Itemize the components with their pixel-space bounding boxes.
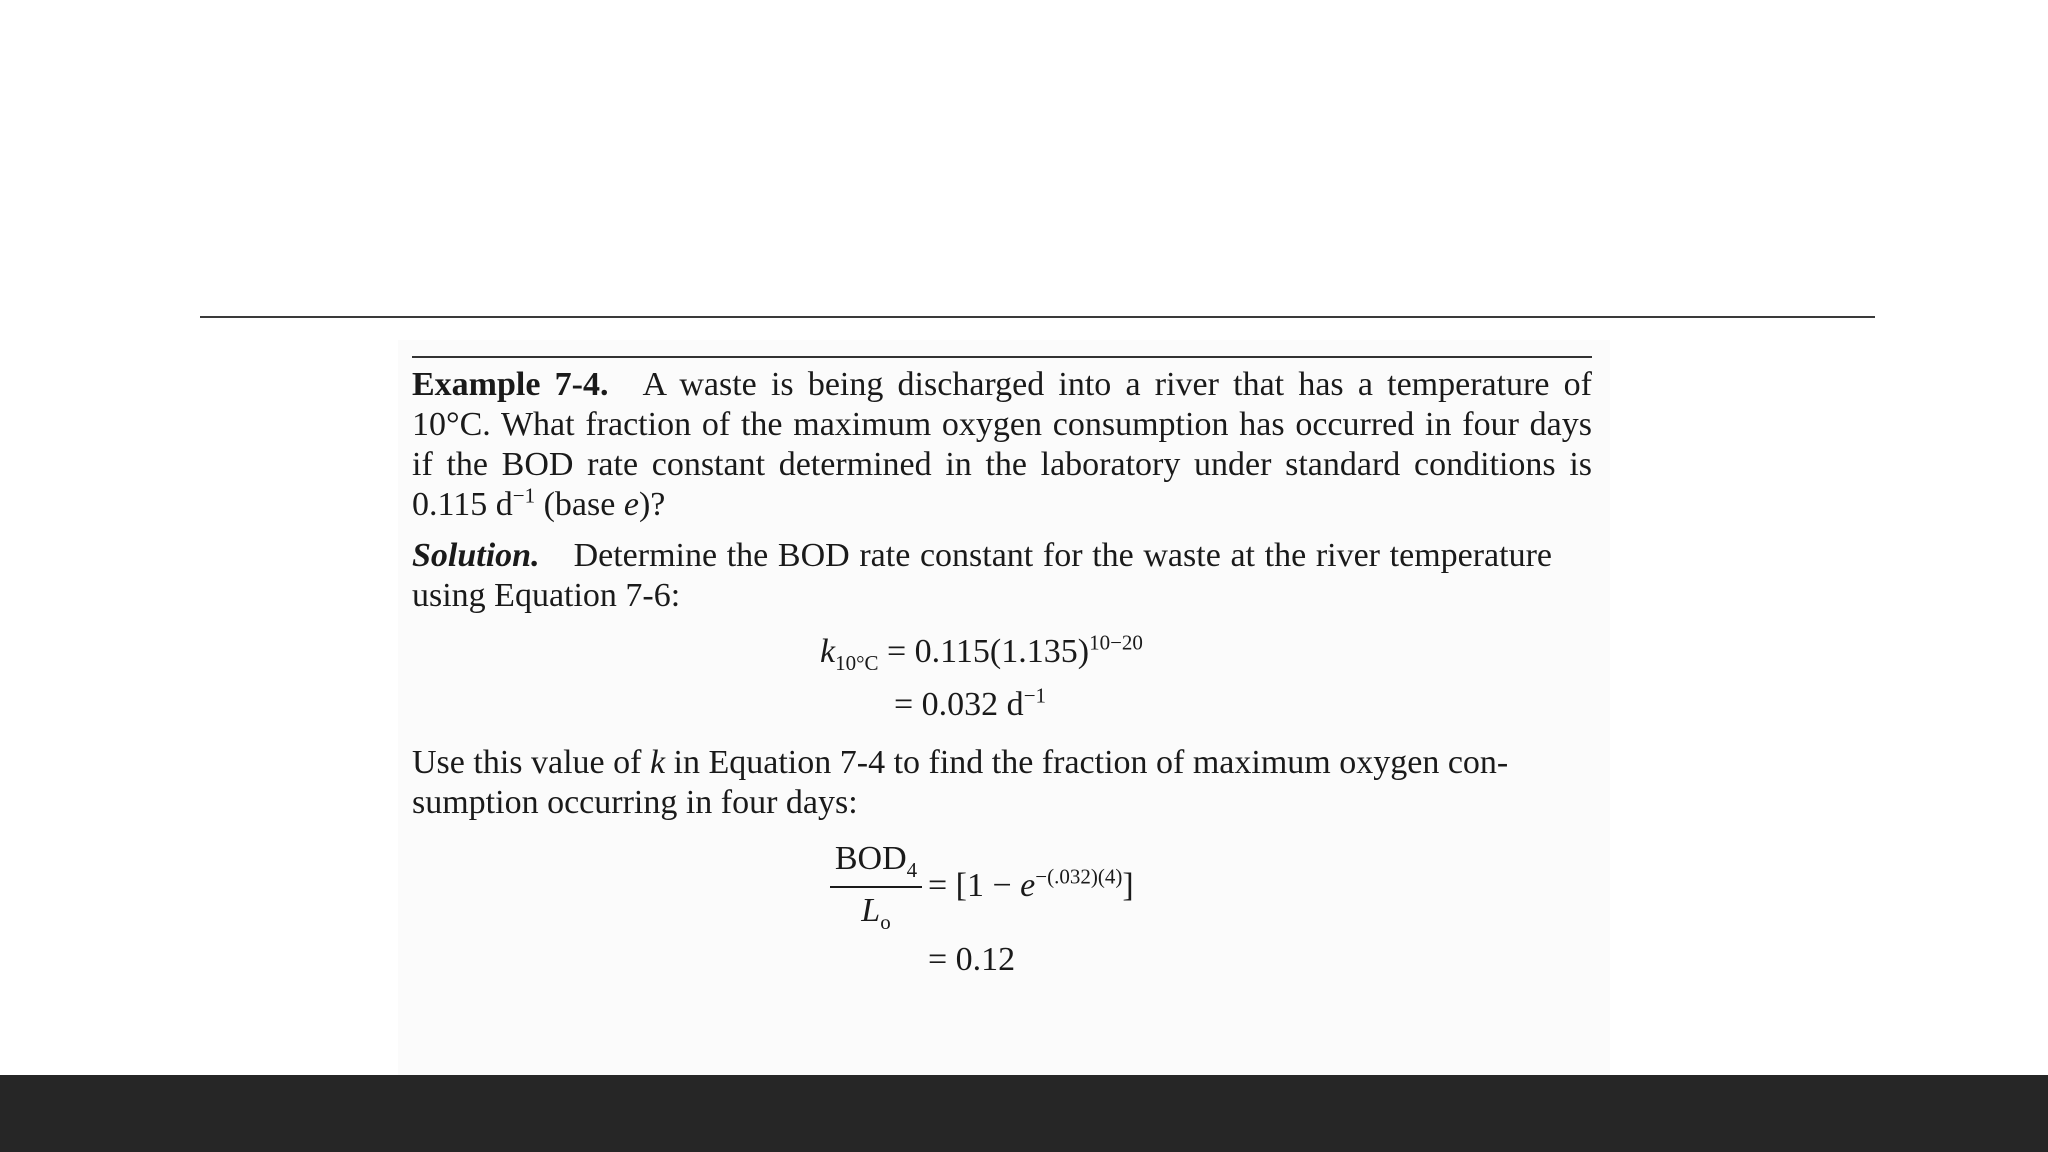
use-k-paragraph [412,743,1592,823]
use-k-text-a: Use this value of [412,744,650,781]
example-line-2: 10°C. What fraction of the maximum oxygen consumption has occurred in four days [412,406,1592,443]
k-variable: k [820,633,836,670]
k-rhs-1-exponent: 10−20 [1089,630,1143,655]
k-subscript: 10°C [835,650,879,675]
fraction-bar [830,886,922,888]
use-k-line-1 [412,743,1592,783]
numerator-subscript: 4 [906,857,918,882]
use-k-line-2: sumption occurring in four days: [412,784,858,821]
numerator-text: BOD [834,840,907,877]
example-line-4 [412,485,1592,525]
solution-paragraph [412,536,1552,616]
equation-k-line-2 [894,685,1046,725]
solution-text: Determine the BOD rate constant for the waste at the river temperature [573,537,1552,574]
slide-divider [200,316,1875,318]
bod-rhs-2: = 0.12 [928,941,1016,978]
equation-k-line-1 [820,630,1143,675]
excerpt-top-rule [412,356,1592,358]
fraction-numerator [830,840,922,882]
example-line-3: if the BOD rate constant determined in the laboratory under standard conditions is [412,446,1592,483]
equation-bod-line-2 [928,940,1015,980]
fraction-denominator [830,892,922,934]
example-text: A waste is being discharged into a river that has a temperature of [642,366,1592,403]
bod-rhs-1-exponent: −(.032)(4) [1035,864,1123,889]
bod-fraction [830,840,922,934]
bod-rhs-1-b: ] [1122,867,1134,904]
k-rhs-2-exponent: −1 [1023,683,1047,708]
bod-rhs-1-var: e [1020,867,1036,904]
example-label: Example 7-4. [412,366,609,403]
denominator-text: L [861,892,881,929]
solution-line-2: using Equation 7-6: [412,577,681,614]
rate-constant-exponent: −1 [512,483,536,508]
rate-constant-value: 0.115 d [412,486,513,523]
solution-label: Solution. [412,537,540,574]
solution-line-1 [412,536,1552,576]
k-rhs-2: = 0.032 d [894,686,1024,723]
use-k-text-b: in Equation 7-4 to find the fraction of maximum oxygen con- [665,744,1509,781]
base-variable: e [623,486,639,523]
example-paragraph [412,365,1592,525]
use-k-variable: k [649,744,666,781]
footer-bar [0,1075,2048,1152]
base-open: (base [535,486,624,523]
denominator-subscript: o [880,909,891,934]
example-line-1 [412,365,1592,405]
bod-rhs-1-a: = [1 − [928,867,1021,904]
base-close: )? [638,486,666,523]
equation-bod-line-1 [928,866,1134,906]
k-rhs-1: = 0.115(1.135) [887,633,1090,670]
